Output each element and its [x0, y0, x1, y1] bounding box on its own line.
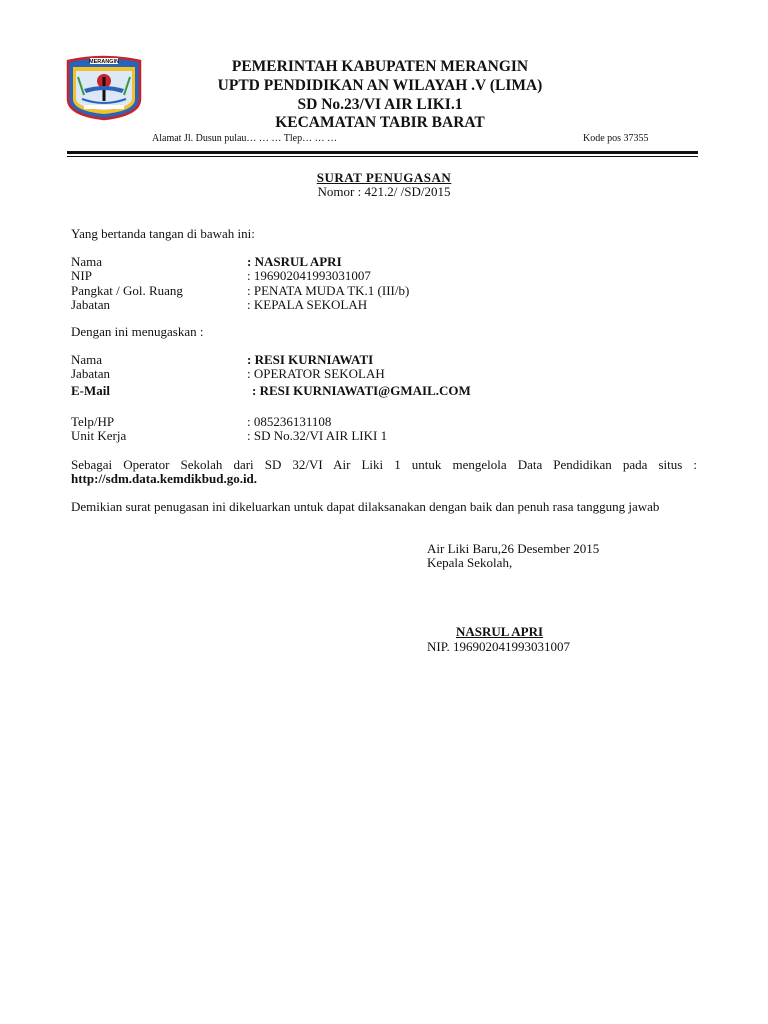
header-government: PEMERINTAH KABUPATEN MERANGIN [231, 58, 529, 75]
letter-number: Nomor : 421.2/ /SD/2015 [317, 184, 451, 199]
assignee-name-label: Nama [71, 352, 103, 367]
signature-nip: NIP. 196902041993031007 [427, 639, 571, 654]
logo-text: MERANGIN [89, 59, 119, 65]
assignee-unit-label: Unit Kerja [71, 428, 127, 443]
letter-title: SURAT PENUGASAN [316, 170, 452, 185]
purpose-paragraph: Sebagai Operator Sekolah dari SD 32/VI Air Liki 1 untuk mengelola Data Pendidikan pada situs : [71, 457, 697, 472]
signer-name-value: : NASRUL APRI [247, 254, 342, 269]
signature-place-date: Air Liki Baru,26 Desember 2015 [427, 541, 600, 556]
merangin-logo [64, 55, 144, 121]
assignee-phone-label: Telp/HP [71, 414, 115, 429]
assignee-position-value: : OPERATOR SEKOLAH [247, 366, 385, 381]
closing-paragraph: Demikian surat penugasan ini dikeluarkan untuk dapat dilaksanakan dengan baik dan penuh rasa tanggung jawab [71, 499, 660, 514]
assignee-email-value: : RESI KURNIAWATI@GMAIL.COM [252, 383, 471, 398]
signer-rank-value: : PENATA MUDA TK.1 (III/b) [247, 283, 410, 298]
signer-position-value: : KEPALA SEKOLAH [247, 297, 368, 312]
signer-nip-value: : 196902041993031007 [247, 268, 371, 283]
signer-rank-label: Pangkat / Gol. Ruang [71, 283, 183, 298]
header-uptd: UPTD PENDIDIKAN AN WILAYAH .V (LIMA) [217, 77, 543, 94]
website-link[interactable]: http://sdm.data.kemdikbud.go.id. [71, 471, 258, 486]
assignee-phone-value: : 085236131108 [247, 414, 332, 429]
header-district: KECAMATAN TABIR BARAT [275, 114, 485, 131]
header-school: SD No.23/VI AIR LIKI.1 [297, 96, 463, 113]
signature-position: Kepala Sekolah, [427, 555, 513, 570]
signer-nip-label: NIP [71, 268, 92, 283]
assignee-name-value: : RESI KURNIAWATI [247, 352, 374, 367]
signer-position-label: Jabatan [71, 297, 110, 312]
header-address: Alamat Jl. Dusun pulau… … … Tlep… … … [152, 133, 338, 144]
intro-text: Yang bertanda tangan di bawah ini: [71, 226, 255, 241]
header-postal-code: Kode pos 37355 [583, 133, 649, 144]
assignee-position-label: Jabatan [71, 366, 110, 381]
assignee-unit-value: : SD No.32/VI AIR LIKI 1 [247, 428, 388, 443]
header-divider-thick [67, 151, 698, 154]
signer-name-label: Nama [71, 254, 103, 269]
assignee-email-label: E-Mail [71, 383, 110, 398]
assign-intro-text: Dengan ini menugaskan : [71, 324, 204, 339]
header-divider-thin [67, 156, 698, 157]
signature-name: NASRUL APRI [456, 624, 544, 639]
